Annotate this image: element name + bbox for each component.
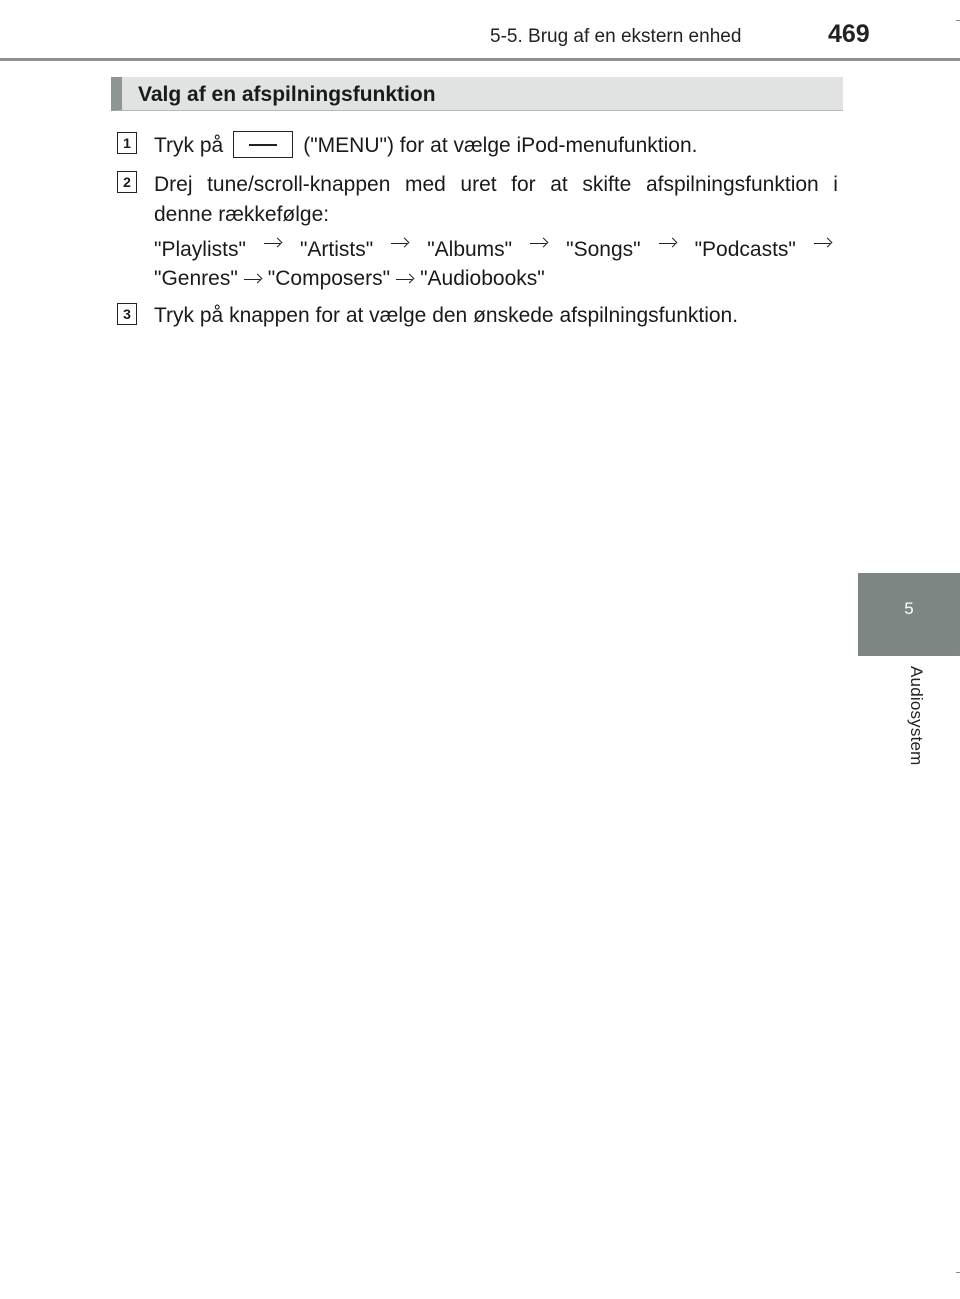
- page-number: 469: [828, 20, 870, 48]
- step-2-line-1: [154, 173, 838, 197]
- step-2-word: skifte: [582, 173, 632, 196]
- step-1-text-before: Tryk på: [154, 134, 224, 158]
- step-2-word: for: [511, 173, 536, 196]
- step-2-word: Drej: [154, 173, 193, 196]
- chapter-label: Audiosystem: [907, 666, 926, 766]
- sequence-item: [300, 238, 373, 262]
- sequence-item-label: "Audiobooks": [420, 267, 545, 290]
- sequence-item-label: "Podcasts": [694, 238, 796, 261]
- sequence-item-label: "Genres": [154, 267, 238, 290]
- sequence-item: [154, 238, 246, 262]
- sequence-item: [268, 267, 420, 291]
- edge-tick: [956, 648, 960, 649]
- sequence-item-label: "Composers": [267, 267, 391, 290]
- step-1-text: [154, 133, 697, 160]
- sequence-item: [695, 238, 796, 262]
- menu-dash-button-icon: [233, 131, 293, 158]
- sequence-line-1: [154, 238, 838, 262]
- sequence-item-label: "Albums": [427, 238, 513, 261]
- step-2-line-2: denne rækkefølge:: [154, 203, 330, 226]
- section-heading-bar: [111, 77, 843, 111]
- arrow-right-icon: [242, 274, 264, 284]
- sequence-item: [420, 267, 545, 291]
- chapter-number: 5: [904, 599, 914, 618]
- sequence-item: [427, 238, 512, 262]
- edge-tick: [956, 20, 960, 21]
- sequence-item: [566, 238, 640, 262]
- sequence-item: [154, 267, 268, 291]
- sequence-item-label: "Songs": [566, 238, 641, 261]
- step-2-word: afspilningsfunktion: [645, 173, 819, 196]
- step-number-2: 2: [117, 171, 137, 193]
- step-2-word: at: [550, 173, 568, 196]
- step-3-text: Tryk på knappen for at vælge den ønskede afspilningsfunktion.: [154, 304, 739, 327]
- sequence-line-2: [154, 267, 545, 291]
- step-1-text-after: ("MENU") for at vælge iPod-menufunktion.: [303, 134, 698, 158]
- step-2-word: uret: [460, 173, 497, 196]
- edge-tick: [956, 1272, 960, 1273]
- step-2-word: i: [833, 173, 838, 196]
- arrow-right-icon: [812, 238, 834, 248]
- step-number-1: 1: [117, 132, 137, 154]
- step-2-word: tune/scroll-knappen: [207, 173, 391, 196]
- sequence-item-label: "Playlists": [154, 238, 246, 261]
- arrow-right-icon: [657, 238, 679, 248]
- header-rule: [0, 58, 960, 61]
- arrow-right-icon: [394, 274, 416, 284]
- sequence-item-label: "Artists": [299, 238, 374, 261]
- chapter-tab: [858, 573, 960, 656]
- arrow-right-icon: [389, 238, 411, 248]
- running-header-section: 5-5. Brug af en ekstern enhed: [490, 26, 742, 47]
- step-2-word: med: [404, 173, 446, 196]
- step-number-3: 3: [117, 303, 137, 325]
- section-title: Valg af en afspilningsfunktion: [138, 83, 436, 106]
- arrow-right-icon: [528, 238, 550, 248]
- arrow-right-icon: [262, 238, 284, 248]
